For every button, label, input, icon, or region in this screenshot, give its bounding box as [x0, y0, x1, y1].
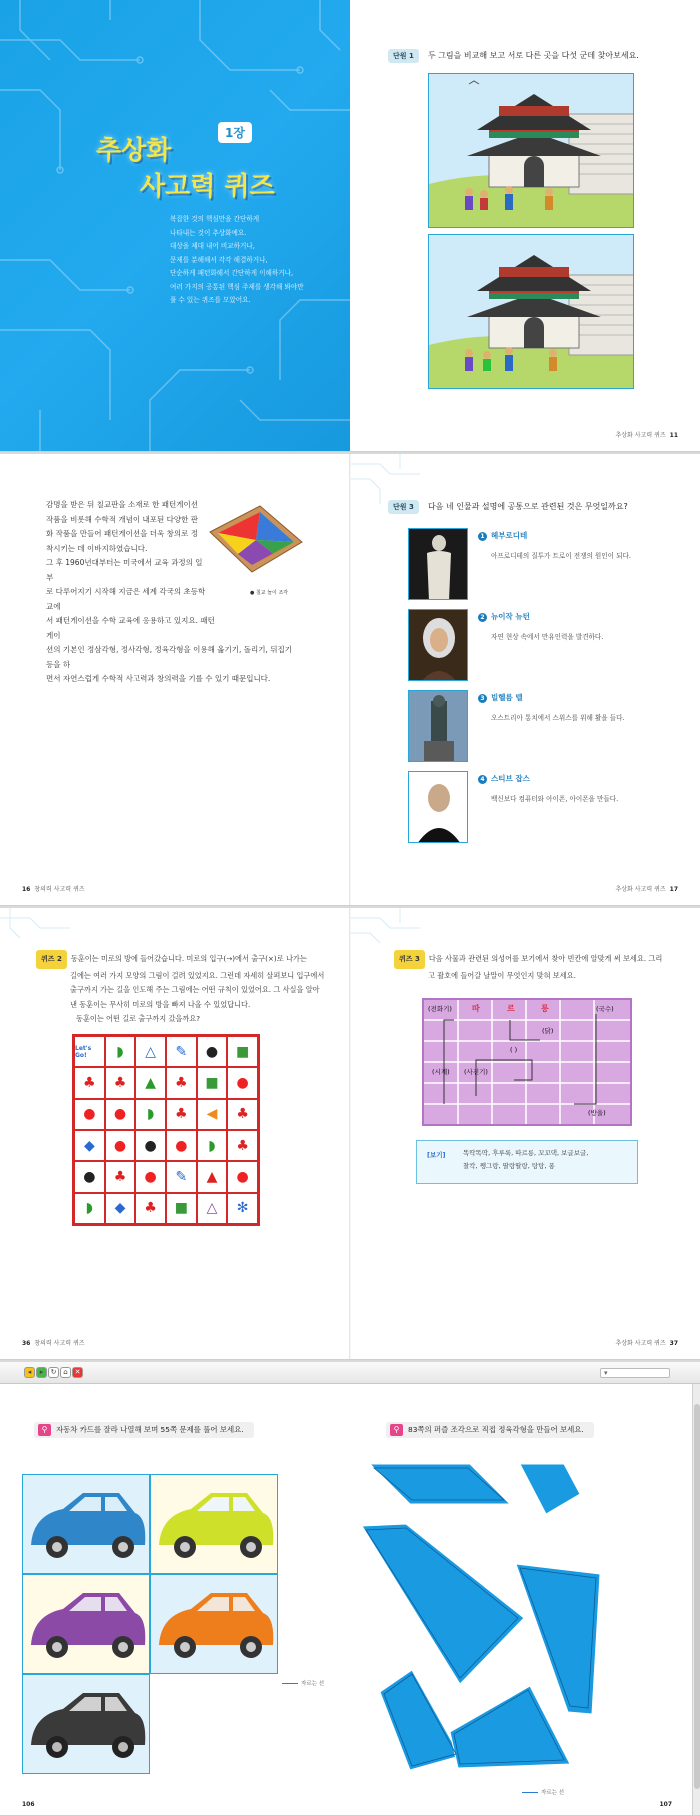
grid-label: 릉 — [541, 1004, 549, 1013]
person-item — [408, 609, 668, 681]
person-photo — [408, 771, 468, 843]
page-107 — [350, 1384, 700, 1816]
page-37 — [350, 908, 700, 1359]
car-card — [22, 1674, 150, 1774]
page-36 — [0, 908, 350, 1359]
triangle-icon: △ — [197, 1193, 228, 1224]
car-card — [150, 1474, 278, 1574]
grid-label: (닭) — [542, 1027, 554, 1035]
person-item — [408, 690, 668, 762]
owl-icon: ● — [197, 1036, 228, 1067]
maze-grid — [72, 1034, 260, 1226]
portrait-icon — [409, 772, 468, 843]
frog-icon: ■ — [166, 1193, 197, 1224]
car-icon — [23, 1575, 149, 1673]
viewer-toolbar — [0, 1362, 700, 1384]
refresh-icon[interactable]: ↻ — [48, 1367, 59, 1378]
viewer-spread — [0, 1362, 700, 1816]
search-icon: ⚲ — [38, 1424, 51, 1436]
cherry-icon: ♣ — [74, 1067, 105, 1098]
page-17 — [350, 454, 700, 905]
car-icon — [151, 1475, 277, 1573]
owl-icon: ● — [74, 1161, 105, 1192]
exit-icon: ✻ — [227, 1193, 258, 1224]
frog-icon: ■ — [197, 1067, 228, 1098]
page-16 — [0, 454, 350, 905]
hint-label: [보기] — [427, 1151, 446, 1159]
tomato-icon: ● — [105, 1130, 136, 1161]
grid-label: 따 — [472, 1004, 480, 1013]
fortress-illustration-icon — [429, 74, 634, 228]
body-paragraph: 감명을 받은 뒤 칠교판을 소재로 한 패턴게이션 작품을 비롯해 수학적 개념이 내포된 다양한 판 화 작품을 만들어 패턴게이션을 더욱 창의로 정 착시키는 데 이바지하였습니다. 그 후 1960년대부터는 미국에서 교육 과정의 일부 로 다루어지기 시작해 지금은 세계 각국의 초등학교에 서 패턴게이션을 수학 교육에 응용하고 있지요. 패턴게이 션의 기본인 정삼각형, 정사각형, 정육각형을 이용해 옮기기, 돌리기, 뒤집기 등을 하 면서 자연스럽게 수학적 사고력과 창의력을 기를 수 있기 때문입니다. — [46, 500, 292, 683]
vertical-scrollbar[interactable] — [692, 1384, 700, 1816]
person-photo — [408, 528, 468, 600]
activity-prompt: ⚲ 자동차 카드를 잘라 나열해 보며 55쪽 문제를 풀어 보세요. — [34, 1422, 254, 1438]
spread-2 — [0, 454, 700, 906]
cherry-icon: ♣ — [105, 1067, 136, 1098]
tomato-icon: ● — [105, 1099, 136, 1130]
next-icon[interactable]: ▸ — [36, 1367, 47, 1378]
grid-label: (국수) — [596, 1005, 614, 1013]
tomato-icon: ● — [135, 1161, 166, 1192]
cherry-icon: ♣ — [135, 1193, 166, 1224]
tomato-icon: ● — [227, 1067, 258, 1098]
hint-words: 똑딱똑딱, 후루룩, 따르릉, 꼬꼬댁, 보글보글, 찰칵, 쨍그랑, 딸랑딸랑, 탕탕, 퐁 — [463, 1149, 589, 1170]
grid-lines — [424, 1000, 630, 1124]
question-badge: 퀴즈 2 — [36, 950, 67, 969]
car-icon — [23, 1675, 149, 1773]
question-block: 퀴즈 3 다음 사물과 관련된 의성어를 보기에서 찾아 빈칸에 알맞게 써 보세요. 그리 고 괄호에 들어갈 날말이 무엇인지 맞혀 보세요. — [394, 950, 684, 983]
spread-1 — [0, 0, 700, 452]
page-folio: 추상화 사고력 퀴즈 37 — [615, 1340, 678, 1347]
watermelon-icon: ◗ — [197, 1130, 228, 1161]
person-name: 3 빌헬름 텔 — [478, 692, 523, 703]
page-folio: 추상화 사고력 퀴즈 17 — [615, 886, 678, 893]
triangle-icon: ▲ — [135, 1067, 166, 1098]
question-badge: 단원 3 — [388, 500, 419, 514]
owl-icon: ● — [135, 1130, 166, 1161]
maze-start-cell: Let's Go! — [74, 1036, 105, 1067]
person-item — [408, 528, 668, 600]
search-icon: ⚲ — [390, 1424, 403, 1436]
car-card — [150, 1574, 278, 1674]
comparison-image-bottom — [428, 234, 634, 389]
car-card — [22, 1474, 150, 1574]
page-11 — [350, 0, 700, 451]
tangram-image-icon — [190, 502, 306, 586]
grid-label: ( ) — [510, 1046, 518, 1054]
person-photo — [408, 609, 468, 681]
pencil-icon: ✎ — [166, 1161, 197, 1192]
person-name: 4 스티브 잡스 — [478, 773, 530, 784]
triangle-icon: ▲ — [197, 1161, 228, 1192]
search-input[interactable]: ▾ — [600, 1368, 670, 1378]
puzzle-piece — [362, 1524, 524, 1684]
question-badge: 퀴즈 3 — [394, 950, 425, 969]
chapter-badge: 1장 — [218, 122, 252, 143]
page-folio: 106 — [22, 1801, 35, 1808]
page-folio: 추상화 사고력 퀴즈 11 — [615, 432, 678, 439]
close-icon[interactable]: ✕ — [72, 1367, 83, 1378]
person-description: 자연 현상 속에서 만유인력을 발견하다. — [491, 633, 604, 641]
chapter-cover — [0, 0, 350, 452]
puzzle-piece — [520, 1464, 580, 1514]
hexagon-puzzle-pieces — [350, 1454, 690, 1794]
question-text: 다음 네 인물과 설명에 공통으로 관련된 것은 무엇일까요? — [427, 502, 628, 511]
cherry-icon: ♣ — [166, 1099, 197, 1130]
puzzle-piece — [370, 1464, 510, 1504]
cherry-icon: ♣ — [227, 1130, 258, 1161]
car-icon — [151, 1575, 277, 1673]
watermelon-icon: ◗ — [105, 1036, 136, 1067]
cover-title-line1: 추상화 — [96, 136, 172, 166]
cherry-icon: ♣ — [105, 1161, 136, 1192]
car-card — [22, 1574, 150, 1674]
fortress-illustration-icon — [429, 235, 634, 389]
page-106 — [0, 1384, 350, 1816]
grid-label: (방울) — [588, 1109, 606, 1117]
person-name: 1 헤부로디테 — [478, 530, 527, 541]
word-grid-puzzle — [422, 998, 632, 1126]
activity-prompt: ⚲ 83쪽의 퍼즐 조각으로 직접 정육각형을 만들어 보세요. — [386, 1422, 594, 1438]
person-description: 아프로디테의 질투가 트로이 전쟁의 원인이 되다. — [491, 552, 631, 560]
grid-label: 르 — [507, 1004, 515, 1013]
bird-icon: ◆ — [105, 1193, 136, 1224]
question-badge: 단원 1 — [388, 49, 419, 63]
person-item — [408, 771, 668, 843]
page-folio: 36 창의력 사고력 퀴즈 — [22, 1340, 85, 1347]
car-card-grid — [22, 1474, 280, 1780]
cut-line-legend: 자르는 선 — [282, 1679, 324, 1687]
puzzle-piece — [380, 1670, 460, 1770]
portrait-icon — [409, 610, 468, 681]
question-block: 퀴즈 2 동훈이는 미로의 방에 들어갔습니다. 미로의 입구(→)에서 출구(×)로 나가는 길에는 여러 가지 모양의 그림이 걸려 있었지요. 그런데 자세히 살펴보니 입구에서 출구까지 가는 길을 인도해 주는 그림에는 어떤 규칙이 있었어요. 그 사실을 알아 낸 동훈이는 무사히 미로의 방을 빠져 나올 수 있었답니다. 동훈이는 어떤 길로 출구까지 갔을까요? — [36, 950, 336, 1027]
person-description: 오스트리아 통치에서 스위스를 위해 활을 들다. — [491, 714, 625, 722]
cherry-icon: ♣ — [227, 1099, 258, 1130]
tomato-icon: ● — [227, 1161, 258, 1192]
grid-label: (사진기) — [464, 1068, 488, 1076]
tomato-icon: ● — [166, 1130, 197, 1161]
watermelon-icon: ◗ — [135, 1099, 166, 1130]
circuit-pattern-icon — [350, 908, 440, 948]
bird-icon: ◆ — [74, 1130, 105, 1161]
spread-3 — [0, 908, 700, 1360]
circuit-pattern-icon — [0, 908, 80, 948]
grid-label: (시계) — [432, 1068, 450, 1076]
puzzle-piece — [450, 1686, 570, 1768]
frog-icon: ■ — [227, 1036, 258, 1067]
triangle-icon: ◀ — [197, 1099, 228, 1130]
grid-label: (전화기) — [428, 1005, 452, 1013]
cut-line-legend: 자르는 선 — [522, 1788, 564, 1796]
statue-icon — [409, 691, 468, 762]
question-header — [388, 43, 639, 63]
statue-icon — [409, 529, 468, 600]
pencil-icon: ✎ — [166, 1036, 197, 1067]
home-icon[interactable]: ⌂ — [60, 1367, 71, 1378]
car-icon — [23, 1475, 149, 1573]
cover-description: 복잡한 것의 핵심만을 간단하게 나타내는 것이 추상화예요. 대상을 제대 내어 비교하거나, 문제를 분해해서 각각 해결하거나, 단순하게 패턴화해서 간단하게 이해하거나, 여러 가지의 공통된 핵심 주제를 생각해 봐야만 풀 수 있는 퀴즈를 모았어요. — [170, 215, 304, 304]
person-photo — [408, 690, 468, 762]
image-caption: ● 칠교 놀이 조각 — [250, 590, 289, 596]
question-text: 두 그림을 비교해 보고 서로 다른 곳을 다섯 군데 찾아보세요. — [427, 51, 639, 60]
tomato-icon: ● — [74, 1099, 105, 1130]
page-folio: 16 창의력 사고력 퀴즈 — [22, 886, 85, 893]
watermelon-icon: ◗ — [74, 1193, 105, 1224]
page-folio: 107 — [659, 1801, 672, 1808]
person-description: 백신보다 컴퓨터와 아이폰, 아이폰을 만들다. — [491, 795, 619, 803]
hint-box — [416, 1140, 638, 1184]
question-header — [388, 494, 628, 514]
cherry-icon: ♣ — [166, 1067, 197, 1098]
question-last-line: 동훈이는 어떤 길로 출구까지 갔을까요? — [76, 1014, 201, 1023]
person-name: 2 뉴이작 뉴턴 — [478, 611, 530, 622]
prev-icon[interactable]: ◂ — [24, 1367, 35, 1378]
triangle-icon: △ — [135, 1036, 166, 1067]
comparison-image-top — [428, 73, 634, 228]
cover-title-line2: 사고력 퀴즈 — [140, 172, 275, 202]
scrollbar-thumb[interactable] — [694, 1404, 700, 1789]
